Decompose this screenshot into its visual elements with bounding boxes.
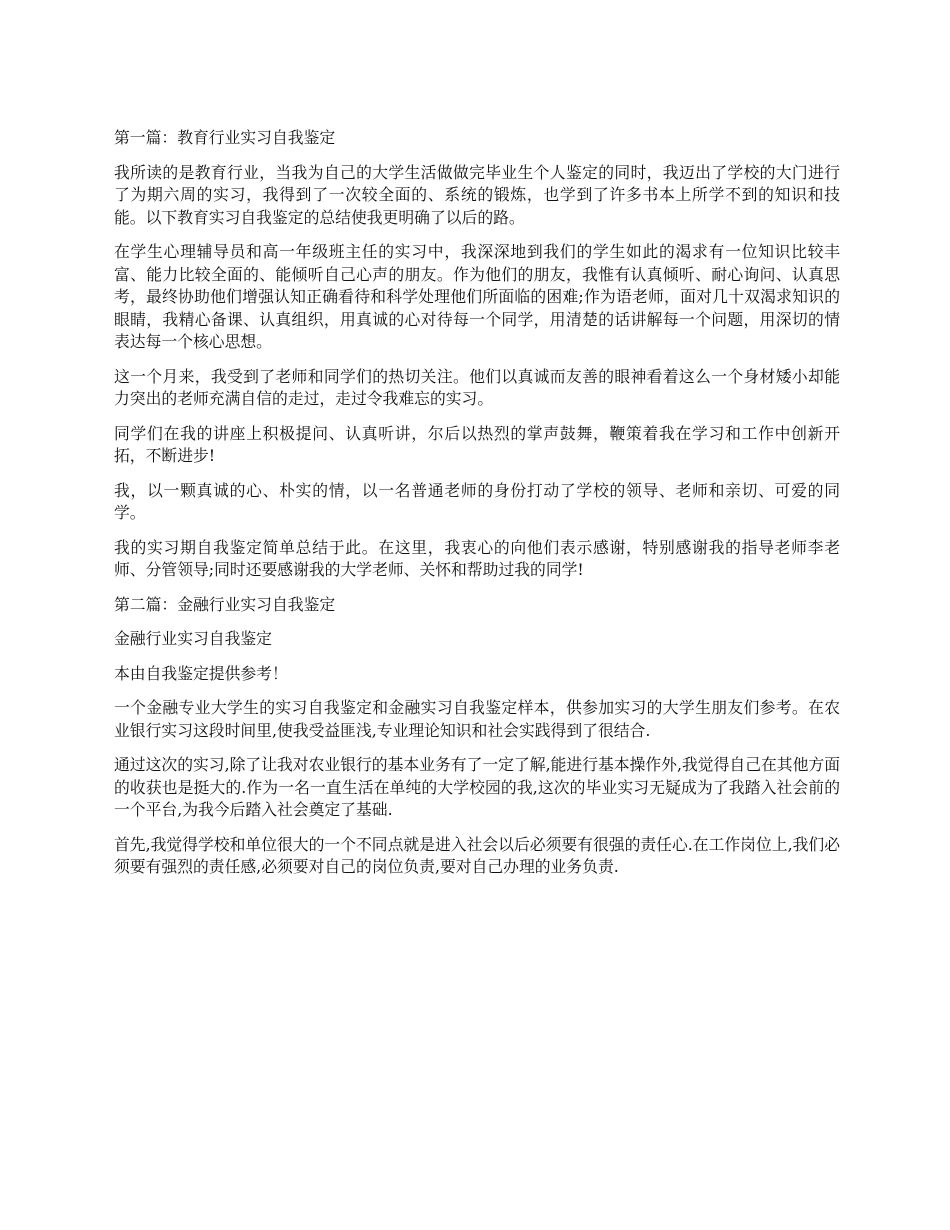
section-heading-2: 第二篇：金融行业实习自我鉴定 (114, 594, 336, 614)
document-page (114, 127, 840, 891)
paragraph: 通过这次的实习,除了让我对农业银行的基本业务有了一定了解,能进行基本操作外,我觉得自己在其他方面的收获也是挺大的.作为一名一直生活在单纯的大学校园的我,这次的毕业实习无疑成为了我踏入社会前的一个平台,为我今后踏入社会奠定了基础. (114, 755, 840, 819)
paragraph: 一个金融专业大学生的实习自我鉴定和金融实习自我鉴定样本，供参加实习的大学生朋友们参考。在农业银行实习这段时间里,使我受益匪浅,专业理论知识和社会实践得到了很结合. (114, 698, 840, 740)
paragraph: 我所读的是教育行业，当我为自己的大学生活做做完毕业生个人鉴定的同时，我迈出了学校的大门进行了为期六周的实习，我得到了一次较全面的、系统的锻炼，也学到了许多书本上所学不到的知识和技能。以下教育实习自我鉴定的总结使我更明确了以后的路。 (114, 162, 840, 227)
paragraph: 这一个月来，我受到了老师和同学们的热切关注。他们以真诚而友善的眼神看着这么一个身材矮小却能力突出的老师充满自信的走过，走过令我难忘的实习。 (114, 366, 840, 408)
section-heading-1: 第一篇：教育行业实习自我鉴定 (114, 128, 336, 147)
paragraph: 我的实习期自我鉴定简单总结于此。在这里，我衷心的向他们表示感谢，特别感谢我的指导老师李老师、分管领导;同时还要感谢我的大学老师、关怀和帮助过我的同学! (114, 537, 840, 579)
paragraph: 在学生心理辅导员和高一年级班主任的实习中，我深深地到我们的学生如此的渴求有一位知识比较丰富、能力比较全面的、能倾听自己心声的朋友。作为他们的朋友，我惟有认真倾听、耐心询问、认真思考，最终协助他们增强认知正确看待和科学处理他们所面临的困难;作为语老师，面对几十双渴求知识的眼睛，我精心备课、认真组织，用真诚的心对待每一个同学，用清楚的话讲解每一个问题，用深切的情表达每一个核心思想。 (114, 242, 840, 351)
paragraph: 本由自我鉴定提供参考！ (114, 663, 288, 683)
paragraph: 我，以一颗真诚的心、朴实的情，以一名普通老师的身份打动了学校的领导、老师和亲切、可爱的同学。 (114, 480, 840, 522)
paragraph: 同学们在我的讲座上积极提问、认真听讲，尔后以热烈的掌声鼓舞，鞭策着我在学习和工作中创新开拓，不断进步! (114, 423, 840, 465)
paragraph: 首先,我觉得学校和单位很大的一个不同点就是进入社会以后必须要有很强的责任心.在工作岗位上,我们必须要有强烈的责任感,必须要对自己的岗位负责,要对自己办理的业务负责. (114, 834, 840, 876)
subsection-title: 金融行业实习自我鉴定 (114, 629, 272, 648)
